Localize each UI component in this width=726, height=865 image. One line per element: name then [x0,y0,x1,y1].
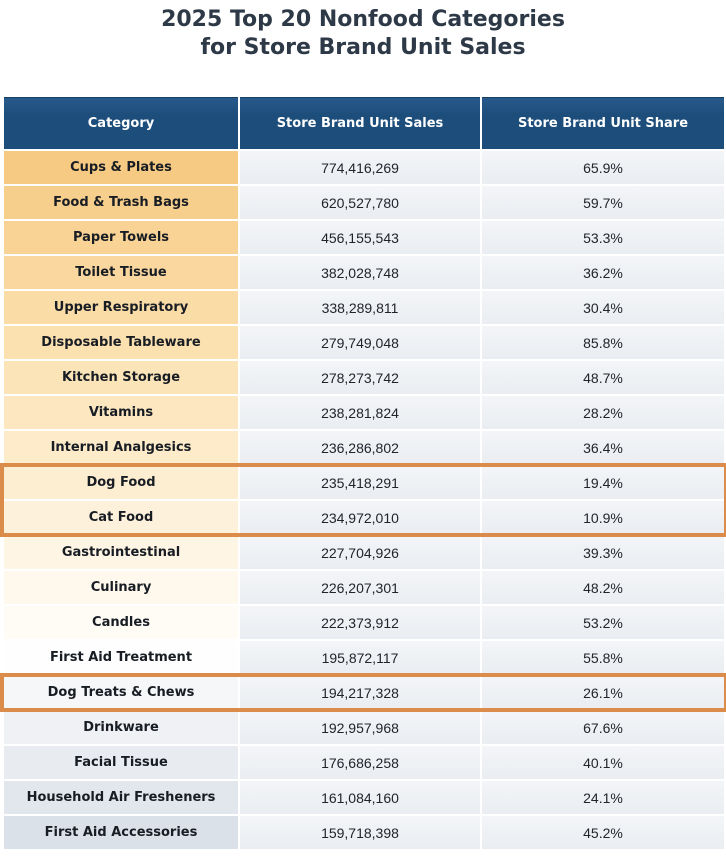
sales-cell: 456,155,543 [240,221,480,254]
category-cell: Vitamins [4,396,238,429]
sales-cell: 227,704,926 [240,536,480,569]
share-cell: 48.7% [482,361,724,394]
share-cell: 24.1% [482,781,724,814]
sales-cell: 620,527,780 [240,186,480,219]
sales-cell: 234,972,010 [240,501,480,534]
sales-cell: 194,217,328 [240,676,480,709]
category-cell: Internal Analgesics [4,431,238,464]
category-cell: Toilet Tissue [4,256,238,289]
sales-cell: 338,289,811 [240,291,480,324]
sales-cell: 222,373,912 [240,606,480,639]
sales-cell: 176,686,258 [240,746,480,779]
sales-cell: 159,718,398 [240,816,480,849]
column-header-unit-share: Store Brand Unit Share [482,97,724,149]
share-cell: 39.3% [482,536,724,569]
share-cell: 48.2% [482,571,724,604]
category-cell: Paper Towels [4,221,238,254]
sales-cell: 161,084,160 [240,781,480,814]
share-cell: 28.2% [482,396,724,429]
share-cell: 59.7% [482,186,724,219]
category-cell: Dog Treats & Chews [4,676,238,709]
share-cell: 26.1% [482,676,724,709]
category-cell: Facial Tissue [4,746,238,779]
share-cell: 36.2% [482,256,724,289]
category-cell: First Aid Treatment [4,641,238,674]
category-cell: Culinary [4,571,238,604]
column-header-category: Category [4,97,238,149]
sales-cell: 238,281,824 [240,396,480,429]
sales-cell: 279,749,048 [240,326,480,359]
category-cell: First Aid Accessories [4,816,238,849]
share-cell: 55.8% [482,641,724,674]
share-cell: 30.4% [482,291,724,324]
category-cell: Kitchen Storage [4,361,238,394]
sales-cell: 226,207,301 [240,571,480,604]
share-cell: 65.9% [482,151,724,184]
sales-cell: 278,273,742 [240,361,480,394]
data-table [4,97,724,849]
share-cell: 45.2% [482,816,724,849]
share-cell: 67.6% [482,711,724,744]
page-title [0,6,726,62]
category-cell: Cat Food [4,501,238,534]
title-line-1: 2025 Top 20 Nonfood Categories [161,7,565,32]
sales-cell: 774,416,269 [240,151,480,184]
share-cell: 40.1% [482,746,724,779]
category-cell: Gastrointestinal [4,536,238,569]
category-cell: Upper Respiratory [4,291,238,324]
category-cell: Disposable Tableware [4,326,238,359]
category-cell: Drinkware [4,711,238,744]
sales-cell: 195,872,117 [240,641,480,674]
share-cell: 53.3% [482,221,724,254]
share-cell: 10.9% [482,501,724,534]
share-cell: 53.2% [482,606,724,639]
column-header-unit-sales: Store Brand Unit Sales [240,97,480,149]
sales-cell: 382,028,748 [240,256,480,289]
category-cell: Candles [4,606,238,639]
category-cell: Cups & Plates [4,151,238,184]
title-line-2: for Store Brand Unit Sales [200,35,526,60]
sales-cell: 236,286,802 [240,431,480,464]
sales-cell: 192,957,968 [240,711,480,744]
sales-cell: 235,418,291 [240,466,480,499]
share-cell: 36.4% [482,431,724,464]
page [0,6,726,849]
category-cell: Food & Trash Bags [4,186,238,219]
category-cell: Dog Food [4,466,238,499]
category-cell: Household Air Fresheners [4,781,238,814]
share-cell: 85.8% [482,326,724,359]
share-cell: 19.4% [482,466,724,499]
